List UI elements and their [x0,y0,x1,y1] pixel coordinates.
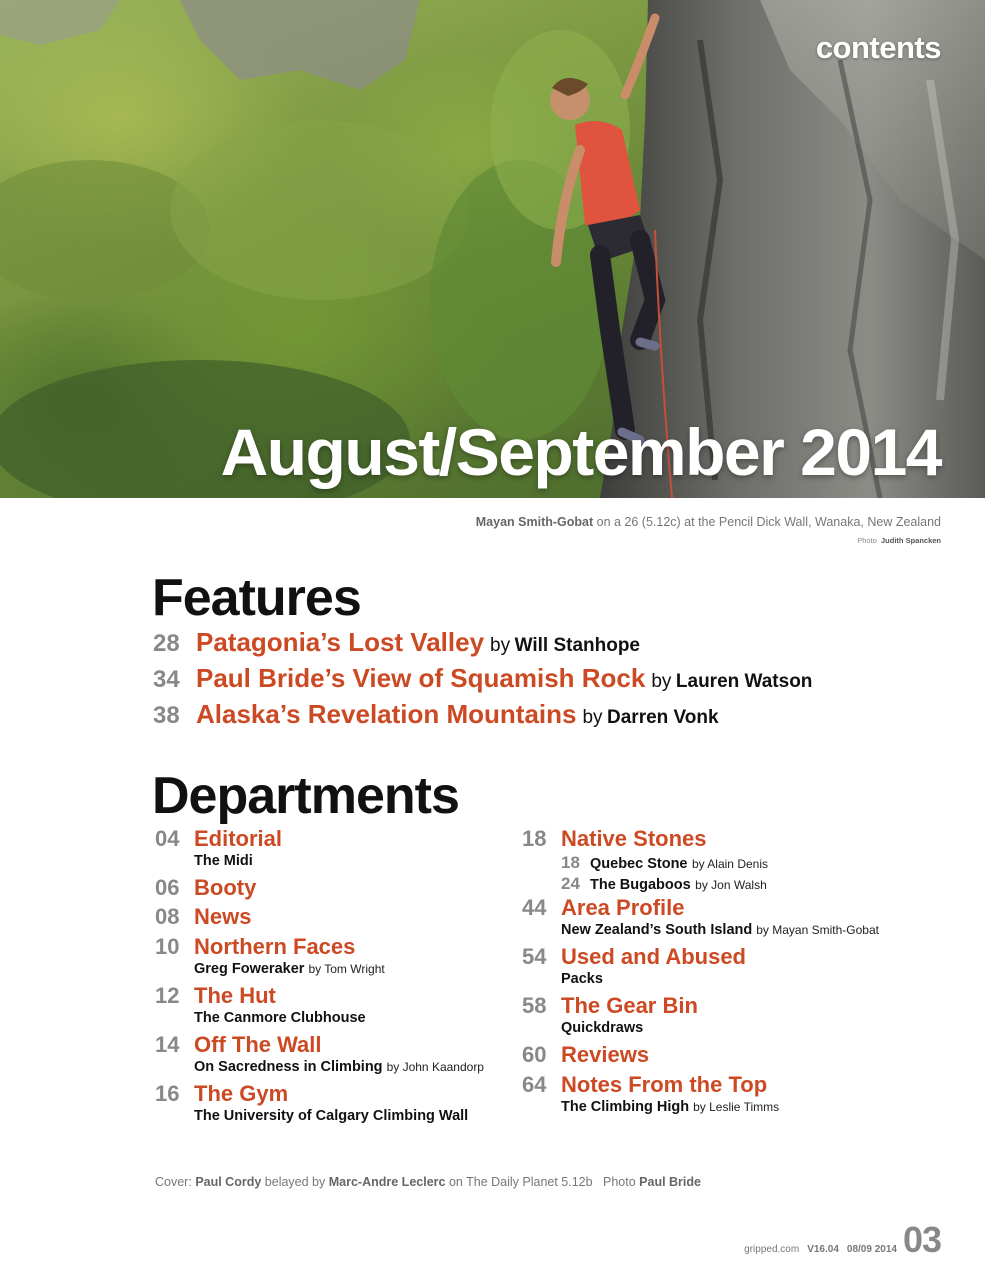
department-title[interactable]: Native Stones [561,826,707,851]
feature-by: by [490,635,511,656]
department-page: 16 [155,1081,180,1106]
department-subtitle [155,1059,505,1075]
department-page: 06 [155,875,180,900]
department-item[interactable] [155,983,505,1032]
department-subtitle-text: On Sacredness in Climbing [194,1059,383,1075]
department-title[interactable]: The Hut [194,983,276,1008]
department-page: 58 [522,993,547,1018]
credit-name: Judith Spancken [880,536,941,545]
department-item[interactable] [522,826,952,895]
department-page: 44 [522,895,547,920]
department-subtitle-text: Packs [561,971,603,987]
department-subitem[interactable] [522,874,952,894]
department-page: 08 [155,904,180,929]
subitem-author: by Alain Denis [691,857,768,871]
subitem-title: The Bugaboos [590,877,691,893]
department-item[interactable] [522,1072,952,1121]
feature-page: 34 [153,666,180,693]
department-subtitle [155,1010,505,1026]
feature-author: Lauren Watson [675,671,813,692]
department-title[interactable]: Booty [194,875,257,900]
issue-title: August/September 2014 [220,415,941,489]
department-title[interactable]: The Gear Bin [561,993,698,1018]
page-number: 03 [902,1219,941,1260]
feature-title[interactable]: Alaska’s Revelation Mountains [196,699,577,729]
cover-photo-label: Photo [603,1175,636,1189]
department-subtitle [522,1099,952,1115]
footer-date: 08/09 2014 [846,1244,897,1255]
subitem-page: 18 [561,853,580,872]
department-page: 14 [155,1032,180,1057]
cover-credit [155,1175,701,1189]
feature-page: 38 [153,702,180,729]
caption-name: Mayan Smith-Gobat [475,515,594,529]
feature-item[interactable] [153,701,719,728]
departments-heading: Departments [152,767,459,825]
department-subtitle [522,1020,952,1036]
feature-author: Darren Vonk [607,707,719,728]
department-subtitle [522,922,952,938]
department-title[interactable]: Area Profile [561,895,685,920]
department-page: 04 [155,826,180,851]
subitem-author: by Jon Walsh [695,878,767,892]
cover-route: on The Daily Planet 5.12b [448,1175,593,1189]
department-item[interactable] [522,895,952,944]
feature-by: by [651,671,672,692]
feature-item[interactable] [153,665,812,692]
department-subtitle-text: The Climbing High [561,1099,690,1115]
department-subtitle-author: by Leslie Timms [693,1100,780,1114]
subitem-title: Quebec Stone [590,856,688,872]
department-title[interactable]: Editorial [194,826,283,851]
department-subtitle-text: Greg Foweraker [194,961,305,977]
department-title[interactable]: Used and Abused [561,944,746,969]
department-subtitle-text: The Midi [194,853,253,869]
subitem-page: 24 [561,874,580,893]
feature-author: Will Stanhope [514,635,641,656]
department-page: 18 [522,826,547,851]
department-title[interactable]: News [194,904,252,929]
department-item[interactable] [522,993,952,1042]
department-subtitle-text: The Canmore Clubhouse [194,1010,366,1026]
department-title[interactable]: The Gym [194,1081,289,1106]
cover-climber: Paul Cordy [195,1175,262,1189]
department-title[interactable]: Reviews [561,1042,650,1067]
department-subtitle-author: by Mayan Smith-Gobat [756,923,879,937]
cover-photographer: Paul Bride [639,1175,701,1189]
cover-belayer: Marc-Andre Leclerc [328,1175,446,1189]
department-subtitle-author: by Tom Wright [308,962,385,976]
department-page: 60 [522,1042,547,1067]
department-page: 64 [522,1072,547,1097]
footer-site[interactable]: gripped.com [744,1244,800,1255]
feature-by: by [582,707,603,728]
department-subtitle-text: Quickdraws [561,1020,644,1036]
department-subtitle-author: by John Kaandorp [386,1060,484,1074]
department-page: 10 [155,934,180,959]
department-subtitle [522,971,952,987]
department-item[interactable] [155,875,505,904]
feature-title[interactable]: Paul Bride’s View of Squamish Rock [196,663,646,693]
caption-text: on a 26 (5.12c) at the Pencil Dick Wall, Wanaka, New Zealand [596,515,941,529]
department-item[interactable] [522,944,952,993]
department-title[interactable]: Northern Faces [194,934,356,959]
cover-belayed-by: belayed by [264,1175,326,1189]
department-item[interactable] [522,1042,952,1072]
hero-photo [0,0,985,498]
footer-volume: V16.04 [807,1244,839,1255]
feature-page: 28 [153,630,180,657]
department-subtitle [155,961,505,977]
department-subtitle-text: The University of Calgary Climbing Wall [194,1108,469,1124]
photo-caption [476,515,941,529]
photo-credit [857,536,941,545]
department-page: 12 [155,983,180,1008]
department-subtitle [155,1108,505,1124]
department-subitem[interactable] [522,853,952,873]
department-subtitle [155,853,505,869]
cover-label: Cover: [155,1175,192,1189]
features-heading: Features [152,569,361,627]
feature-title[interactable]: Patagonia’s Lost Valley [196,627,485,657]
credit-label: Photo [857,536,877,545]
department-item[interactable] [155,904,505,934]
department-title[interactable]: Off The Wall [194,1032,322,1057]
department-subtitle-text: New Zealand’s South Island [561,922,753,938]
department-item[interactable] [155,826,505,875]
page-footer [744,1219,941,1261]
department-item[interactable] [155,1081,505,1130]
department-item[interactable] [155,934,505,983]
department-item[interactable] [155,1032,505,1081]
department-page: 54 [522,944,547,969]
departments-left-column [155,826,505,1130]
departments-right-column [522,826,952,1121]
feature-item[interactable] [153,629,640,656]
section-label: contents [815,30,941,65]
department-title[interactable]: Notes From the Top [561,1072,768,1097]
